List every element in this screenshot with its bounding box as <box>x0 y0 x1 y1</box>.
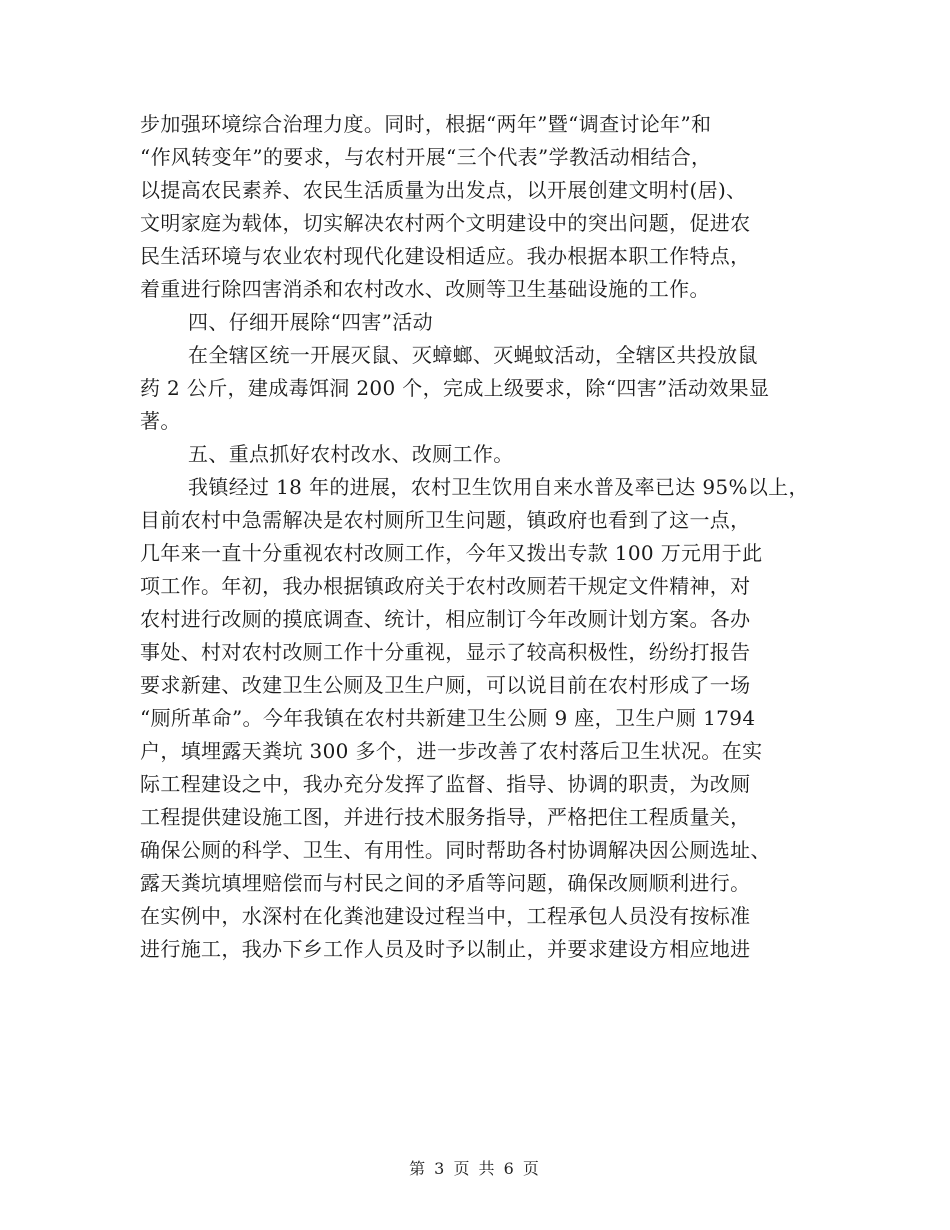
text-line: 在实例中，水深村在化粪池建设过程当中，工程承包人员没有按标准 <box>140 904 751 928</box>
page-number-footer: 第 3 页 共 6 页 <box>409 1159 541 1178</box>
text-line: 文明家庭为载体，切实解决农村两个文明建设中的突出问题，促进农 <box>140 211 751 235</box>
text-line: 著。 <box>140 409 181 433</box>
text-line: 要求新建、改建卫生公厕及卫生户厕，可以说目前在农村形成了一场 <box>140 673 751 697</box>
text-line: 药 2 公斤，建成毒饵洞 200 个，完成上级要求，除“四害”活动效果显 <box>140 376 770 400</box>
text-line: 步加强环境综合治理力度。同时，根据“两年”暨“调查讨论年”和 <box>140 112 712 136</box>
text-line: 着重进行除四害消杀和农村改水、改厕等卫生基础设施的工作。 <box>140 277 710 301</box>
text-line: 几年来一直十分重视农村改厕工作，今年又拨出专款 100 万元用于此 <box>140 541 763 565</box>
section-heading: 四、仔细开展除“四害”活动 <box>188 310 433 334</box>
text-line: “作风转变年”的要求，与农村开展“三个代表”学教活动相结合， <box>140 145 712 169</box>
text-line: 目前农村中急需解决是农村厕所卫生问题，镇政府也看到了这一点， <box>140 508 751 532</box>
text-line: “厕所革命”。今年我镇在农村共新建卫生公厕 9 座，卫生户厕 1794 <box>140 706 756 730</box>
text-line: 以提高农民素养、农民生活质量为出发点，以开展创建文明村(居)、 <box>140 178 747 202</box>
section-heading: 五、重点抓好农村改水、改厕工作。 <box>188 442 514 466</box>
body-text <box>140 108 820 966</box>
text-line: 工程提供建设施工图，并进行技术服务指导，严格把住工程质量关， <box>140 805 751 829</box>
text-line: 农村进行改厕的摸底调查、统计，相应制订今年改厕计划方案。各办 <box>140 607 751 631</box>
text-line: 露天粪坑填埋赔偿而与村民之间的矛盾等问题，确保改厕顺利进行。 <box>140 871 751 895</box>
text-line: 我镇经过 18 年的进展，农村卫生饮用自来水普及率已达 95%以上， <box>188 475 809 499</box>
text-line: 际工程建设之中，我办充分发挥了监督、指导、协调的职责，为改厕 <box>140 772 751 796</box>
text-line: 事处、村对农村改厕工作十分重视，显示了较高积极性，纷纷打报告 <box>140 640 751 664</box>
text-line: 项工作。年初，我办根据镇政府关于农村改厕若干规定文件精神，对 <box>140 574 751 598</box>
text-line: 户，填埋露天粪坑 300 多个，进一步改善了农村落后卫生状况。在实 <box>140 739 763 763</box>
text-line: 进行施工，我办下乡工作人员及时予以制止，并要求建设方相应地进 <box>140 937 751 961</box>
text-line: 在全辖区统一开展灭鼠、灭蟑螂、灭蝇蚊活动，全辖区共投放鼠 <box>188 343 758 367</box>
text-line: 民生活环境与农业农村现代化建设相适应。我办根据本职工作特点， <box>140 244 751 268</box>
text-line: 确保公厕的科学、卫生、有用性。同时帮助各村协调解决因公厕选址、 <box>140 838 771 862</box>
